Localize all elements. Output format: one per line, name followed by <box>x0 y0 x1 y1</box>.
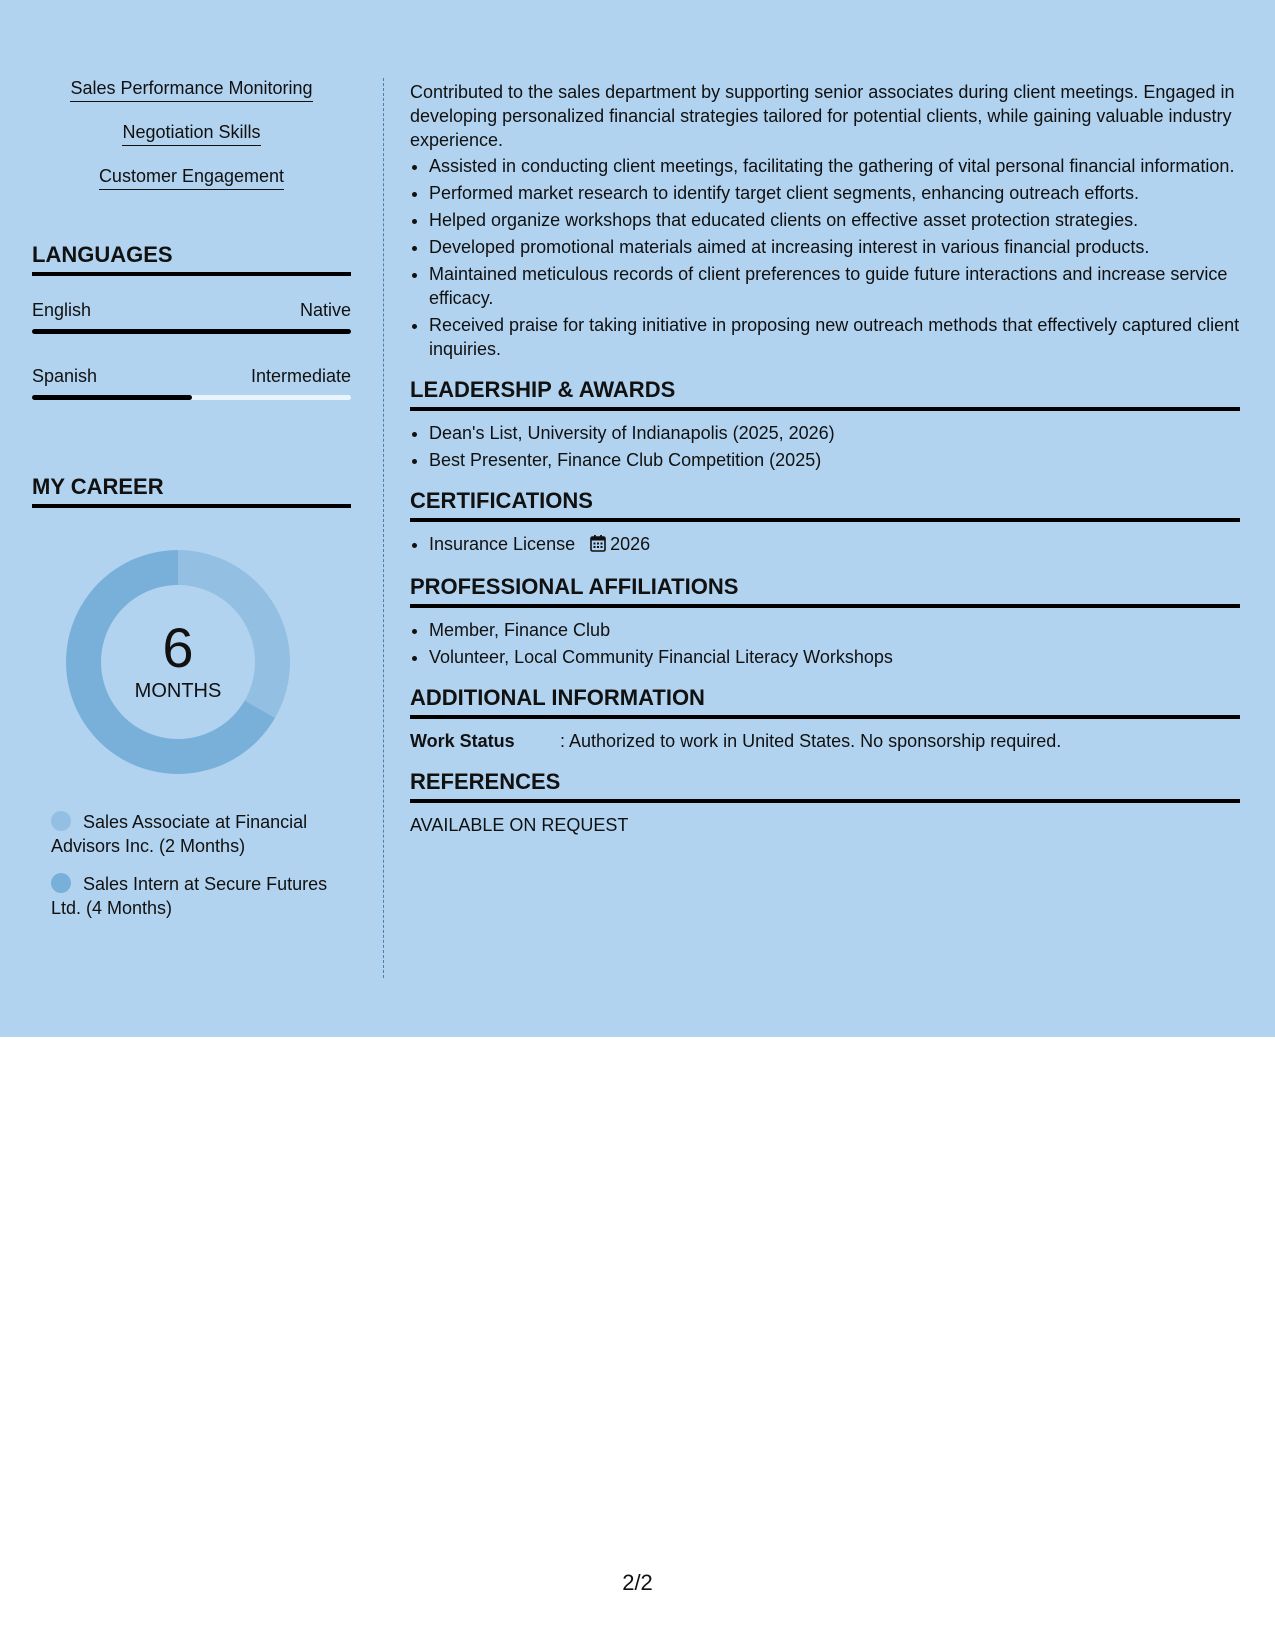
leadership-title: LEADERSHIP & AWARDS <box>410 377 1240 411</box>
language-proficiency-bar <box>32 395 351 400</box>
career-total-value: 6 <box>162 615 194 679</box>
list-item: • Performed market research to identify target client segments, enhancing outreach efforts. <box>429 181 1240 205</box>
language-proficiency-fill <box>32 395 192 400</box>
experience-bullets <box>410 154 1240 361</box>
legend-item <box>51 872 341 920</box>
experience-intro: Contributed to the sales department by supporting senior associates during client meetings. Engaged in developing personalized financial strategies tailored for potential clients, while gaining valuable industry experience. <box>410 82 1235 150</box>
career-donut-chart <box>66 550 290 774</box>
skill-item: Sales Performance Monitoring <box>32 78 351 102</box>
affiliations-list <box>410 618 1240 669</box>
language-name: Spanish <box>32 366 98 386</box>
work-status-row <box>410 729 1240 753</box>
legend-label: Sales Associate at Financial Advisors Inc. (2 Months) <box>51 812 308 856</box>
left-column <box>32 78 351 934</box>
language-english <box>32 300 351 334</box>
legend-label: Sales Intern at Secure Futures Ltd. (4 Months) <box>51 874 328 918</box>
career-title: MY CAREER <box>32 474 351 508</box>
legend-dot <box>51 873 71 893</box>
certifications-title: CERTIFICATIONS <box>410 488 1240 522</box>
skill-item: Customer Engagement <box>32 166 351 190</box>
references-text: AVAILABLE ON REQUEST <box>410 815 629 835</box>
leadership-list <box>410 421 1240 472</box>
language-level: Intermediate <box>250 366 351 386</box>
page-number: 2/2 <box>622 1570 653 1595</box>
language-spanish <box>32 366 351 400</box>
language-proficiency-fill <box>32 329 351 334</box>
calendar-icon <box>590 534 606 558</box>
career-total-unit: MONTHS <box>134 679 222 702</box>
legend-item <box>51 810 341 858</box>
skills-list <box>32 78 351 190</box>
certification-year: 2026 <box>610 534 651 554</box>
work-status-value: : Authorized to work in United States. No sponsorship required. <box>560 731 1062 751</box>
right-column <box>410 80 1240 837</box>
career-legend <box>51 810 341 920</box>
list-item: • Volunteer, Local Community Financial Literacy Workshops <box>429 645 1240 669</box>
list-item <box>429 532 1240 558</box>
list-item: • Best Presenter, Finance Club Competition (2025) <box>429 448 1240 472</box>
language-name: English <box>32 300 92 320</box>
list-item: • Member, Finance Club <box>429 618 1240 642</box>
references-title: REFERENCES <box>410 769 1240 803</box>
certification-name: Insurance License <box>429 534 576 554</box>
certifications-list <box>410 532 1240 558</box>
affiliations-title: PROFESSIONAL AFFILIATIONS <box>410 574 1240 608</box>
language-proficiency-bar <box>32 329 351 334</box>
legend-dot <box>51 811 71 831</box>
skill-item: Negotiation Skills <box>32 122 351 146</box>
list-item: • Assisted in conducting client meetings, facilitating the gathering of vital personal financial information. <box>429 154 1240 178</box>
list-item: • Maintained meticulous records of client preferences to guide future interactions and increase service efficacy. <box>429 262 1240 310</box>
donut-center <box>66 550 290 774</box>
list-item: • Dean's List, University of Indianapolis (2025, 2026) <box>429 421 1240 445</box>
additional-info-title: ADDITIONAL INFORMATION <box>410 685 1240 719</box>
language-level: Native <box>299 300 351 320</box>
column-divider <box>383 78 384 978</box>
languages-title: LANGUAGES <box>32 242 351 276</box>
list-item: • Developed promotional materials aimed at increasing interest in various financial products. <box>429 235 1240 259</box>
list-item: • Received praise for taking initiative in proposing new outreach methods that effectively captured client inquiries. <box>429 313 1240 361</box>
work-status-label: Work Status <box>410 731 515 751</box>
list-item: • Helped organize workshops that educated clients on effective asset protection strategies. <box>429 208 1240 232</box>
